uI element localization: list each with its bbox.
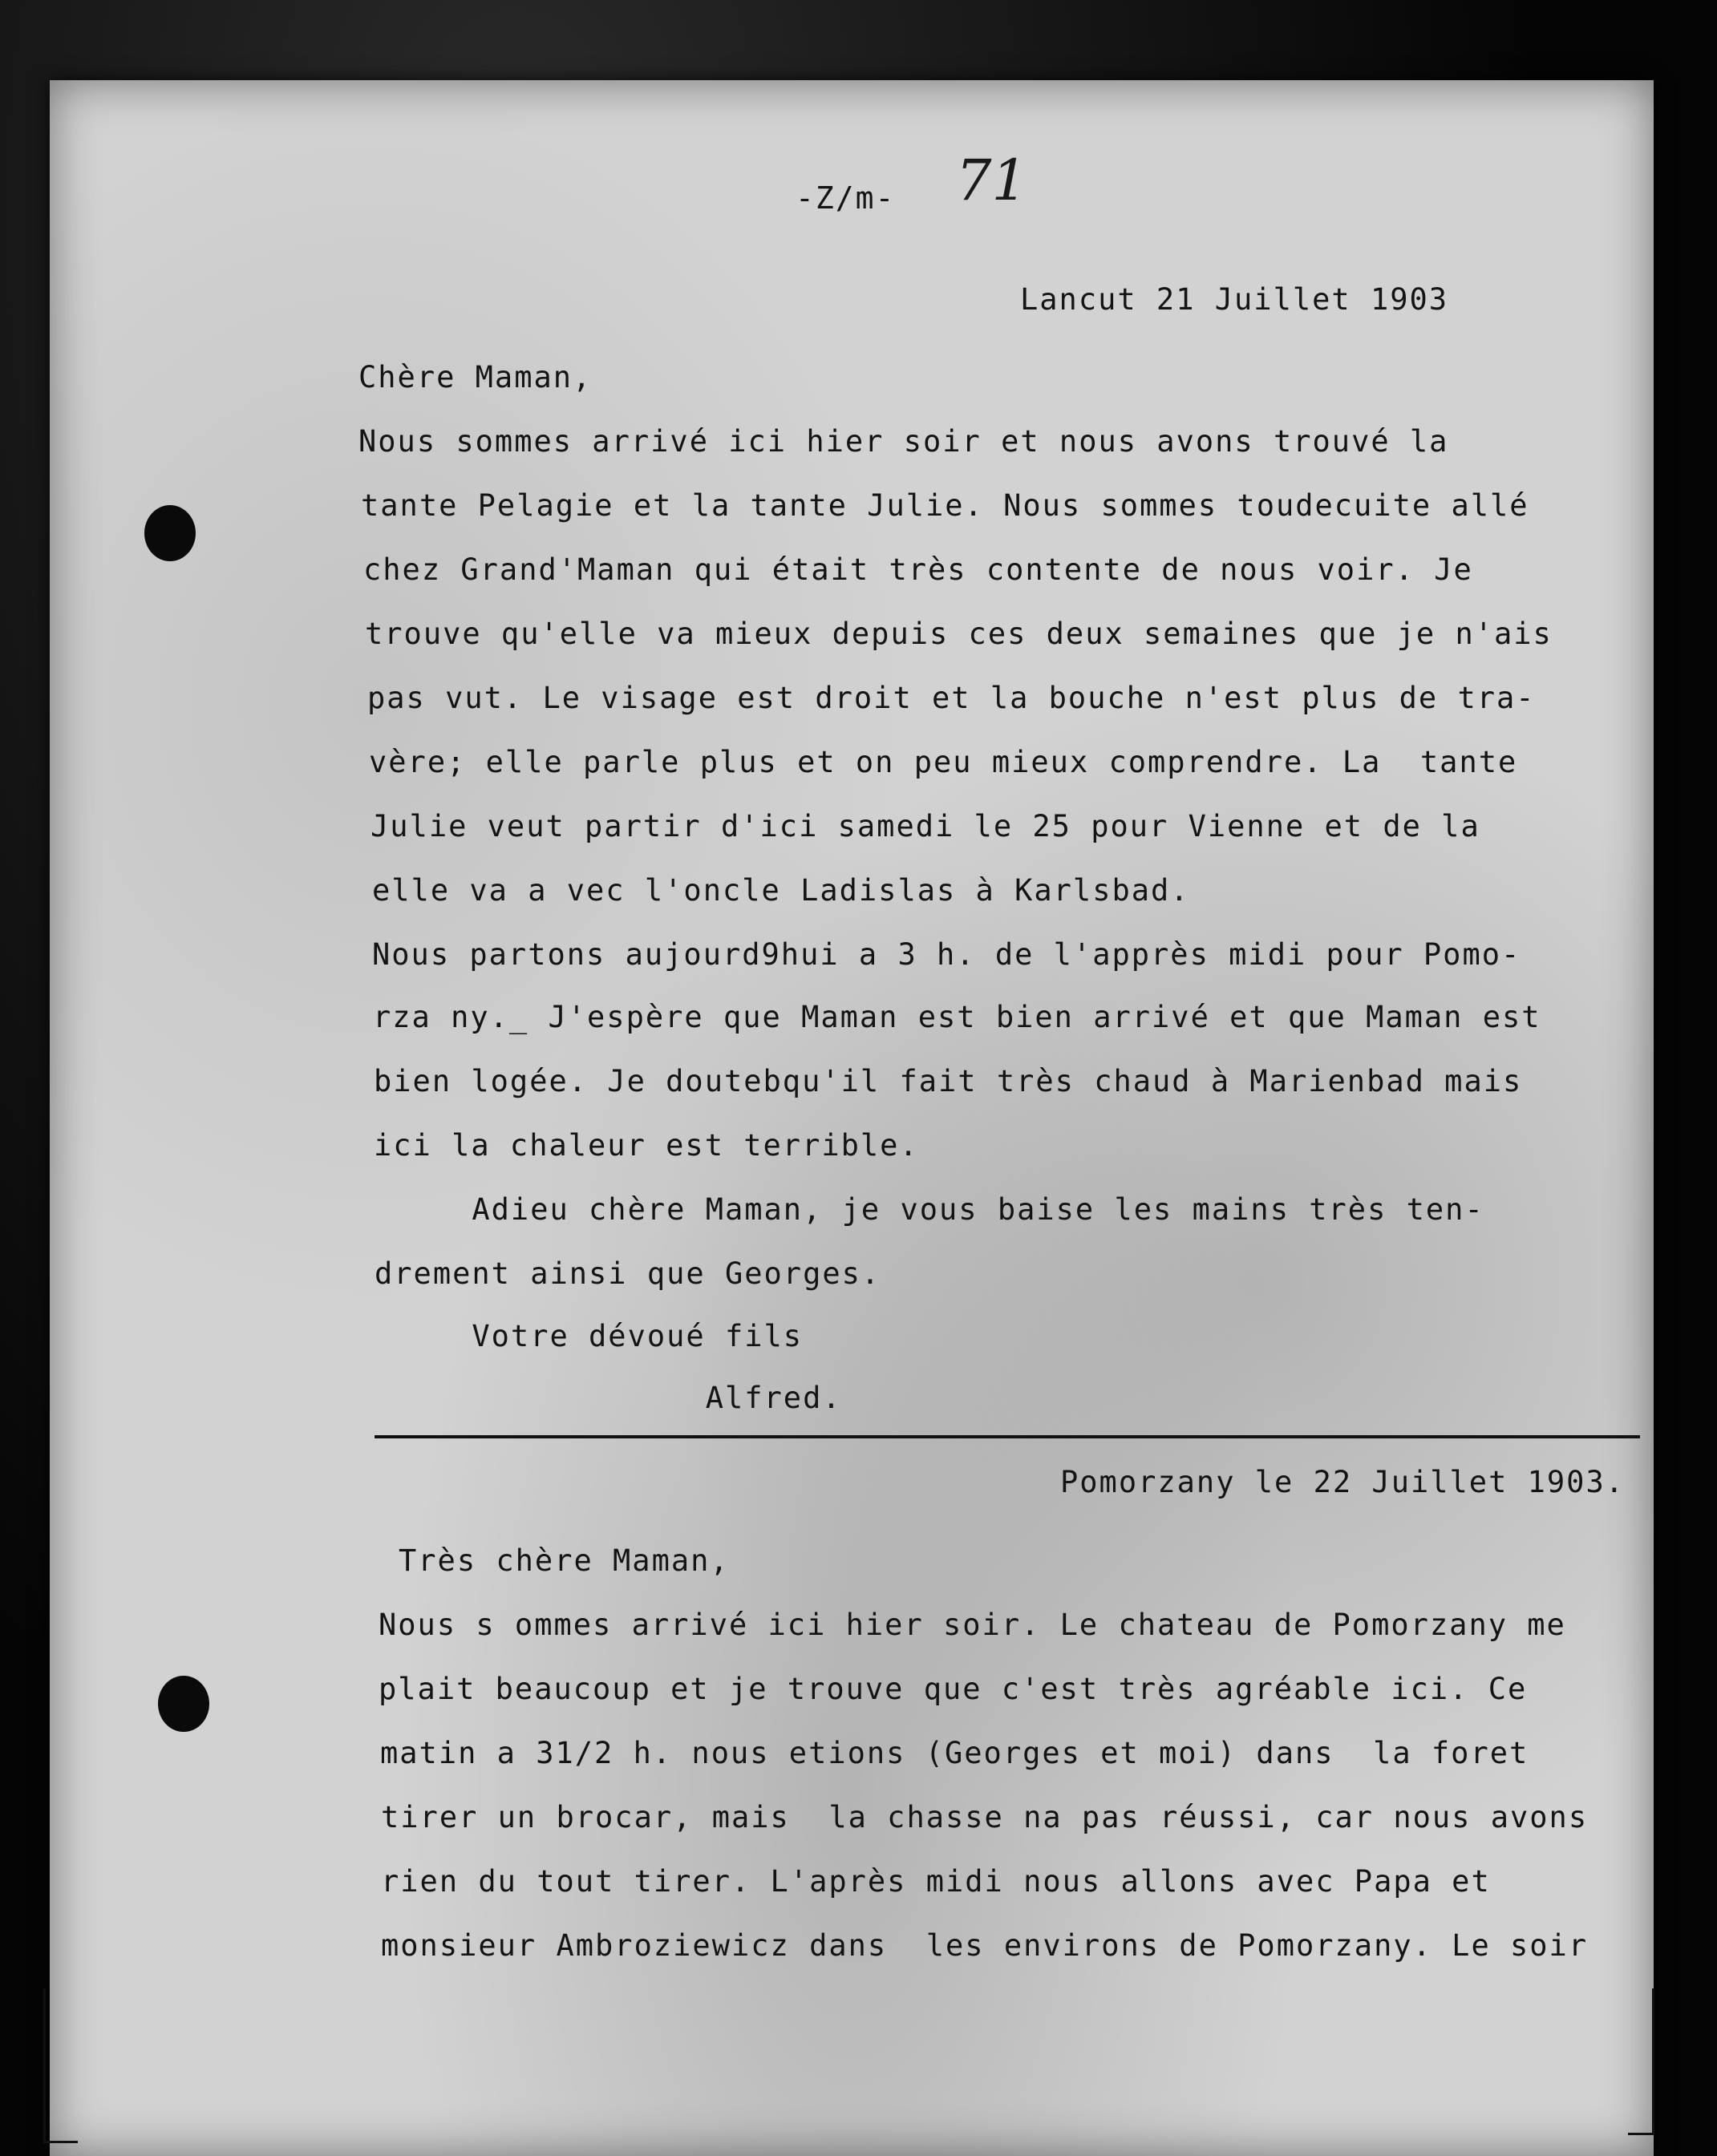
letter1-signature: Alfred. xyxy=(375,1381,842,1415)
letter-divider-rule xyxy=(375,1435,1640,1438)
letter1-line: pas vut. Le visage est droit et la bouche n'est plus de tra- xyxy=(367,681,1536,715)
letter1-line: Julie veut partir d'ici samedi le 25 pour Vienne et de la xyxy=(371,809,1480,843)
letter1-line: rza ny._ J'espère que Maman est bien arrivé et que Maman est xyxy=(373,1000,1541,1034)
letter2-line: plait beaucoup et je trouve que c'est très agréable ici. Ce xyxy=(379,1672,1528,1706)
letter2-line: matin a 31/2 h. nous etions (Georges et moi) dans la foret xyxy=(380,1736,1529,1770)
letter1-line: bien logée. Je doutebqu'il fait très chaud à Marienbad mais xyxy=(374,1064,1523,1098)
letter2-salutation: Très chère Maman, xyxy=(399,1543,730,1578)
letter1-line: chez Grand'Maman qui était très contente de nous voir. Je xyxy=(363,552,1473,587)
letter1-date: Lancut 21 Juillet 1903 xyxy=(1020,282,1449,317)
crop-mark-bottom-left xyxy=(43,1988,78,2143)
letter1-line: drement ainsi que Georges. xyxy=(375,1256,881,1291)
crop-mark-bottom-right xyxy=(1628,1988,1654,2135)
letter1-line: vère; elle parle plus et on peu mieux comprendre. La tante xyxy=(369,745,1518,779)
letter1-line: Adieu chère Maman, je vous baise les mains très ten- xyxy=(375,1192,1484,1227)
reference-code: -Z/m- xyxy=(796,180,896,216)
letter1-closing: Votre dévoué fils xyxy=(375,1319,804,1353)
letter1-line: tante Pelagie et la tante Julie. Nous sommes toudecuite allé xyxy=(361,488,1529,523)
letter1-line: ici la chaleur est terrible. xyxy=(374,1128,919,1163)
punch-hole-bottom xyxy=(158,1676,209,1732)
letter2-date: Pomorzany le 22 Juillet 1903. xyxy=(1060,1465,1626,1499)
letter-page xyxy=(50,80,1654,2156)
letter2-line: monsieur Ambroziewicz dans les environs de Pomorzany. Le soir xyxy=(381,1928,1589,1963)
handwritten-folio-number: 71 xyxy=(956,148,1028,213)
page-edge-shadow xyxy=(50,80,1654,2156)
letter1-line: trouve qu'elle va mieux depuis ces deux semaines que je n'ais xyxy=(365,617,1553,651)
letter2-line: tirer un brocar, mais la chasse na pas réussi, car nous avons xyxy=(381,1800,1589,1834)
letter1-salutation: Chère Maman, xyxy=(358,360,593,394)
letter1-line: Nous partons aujourd9hui a 3 h. de l'apprès midi pour Pomo- xyxy=(372,937,1521,972)
letter1-line: elle va a vec l'oncle Ladislas à Karlsbad. xyxy=(372,873,1190,908)
punch-hole-top xyxy=(144,505,196,561)
letter2-line: rien du tout tirer. L'après midi nous allons avec Papa et xyxy=(381,1864,1491,1899)
letter1-line: Nous sommes arrivé ici hier soir et nous avons trouvé la xyxy=(358,424,1449,459)
letter2-line: Nous s ommes arrivé ici hier soir. Le chateau de Pomorzany me xyxy=(379,1608,1566,1642)
